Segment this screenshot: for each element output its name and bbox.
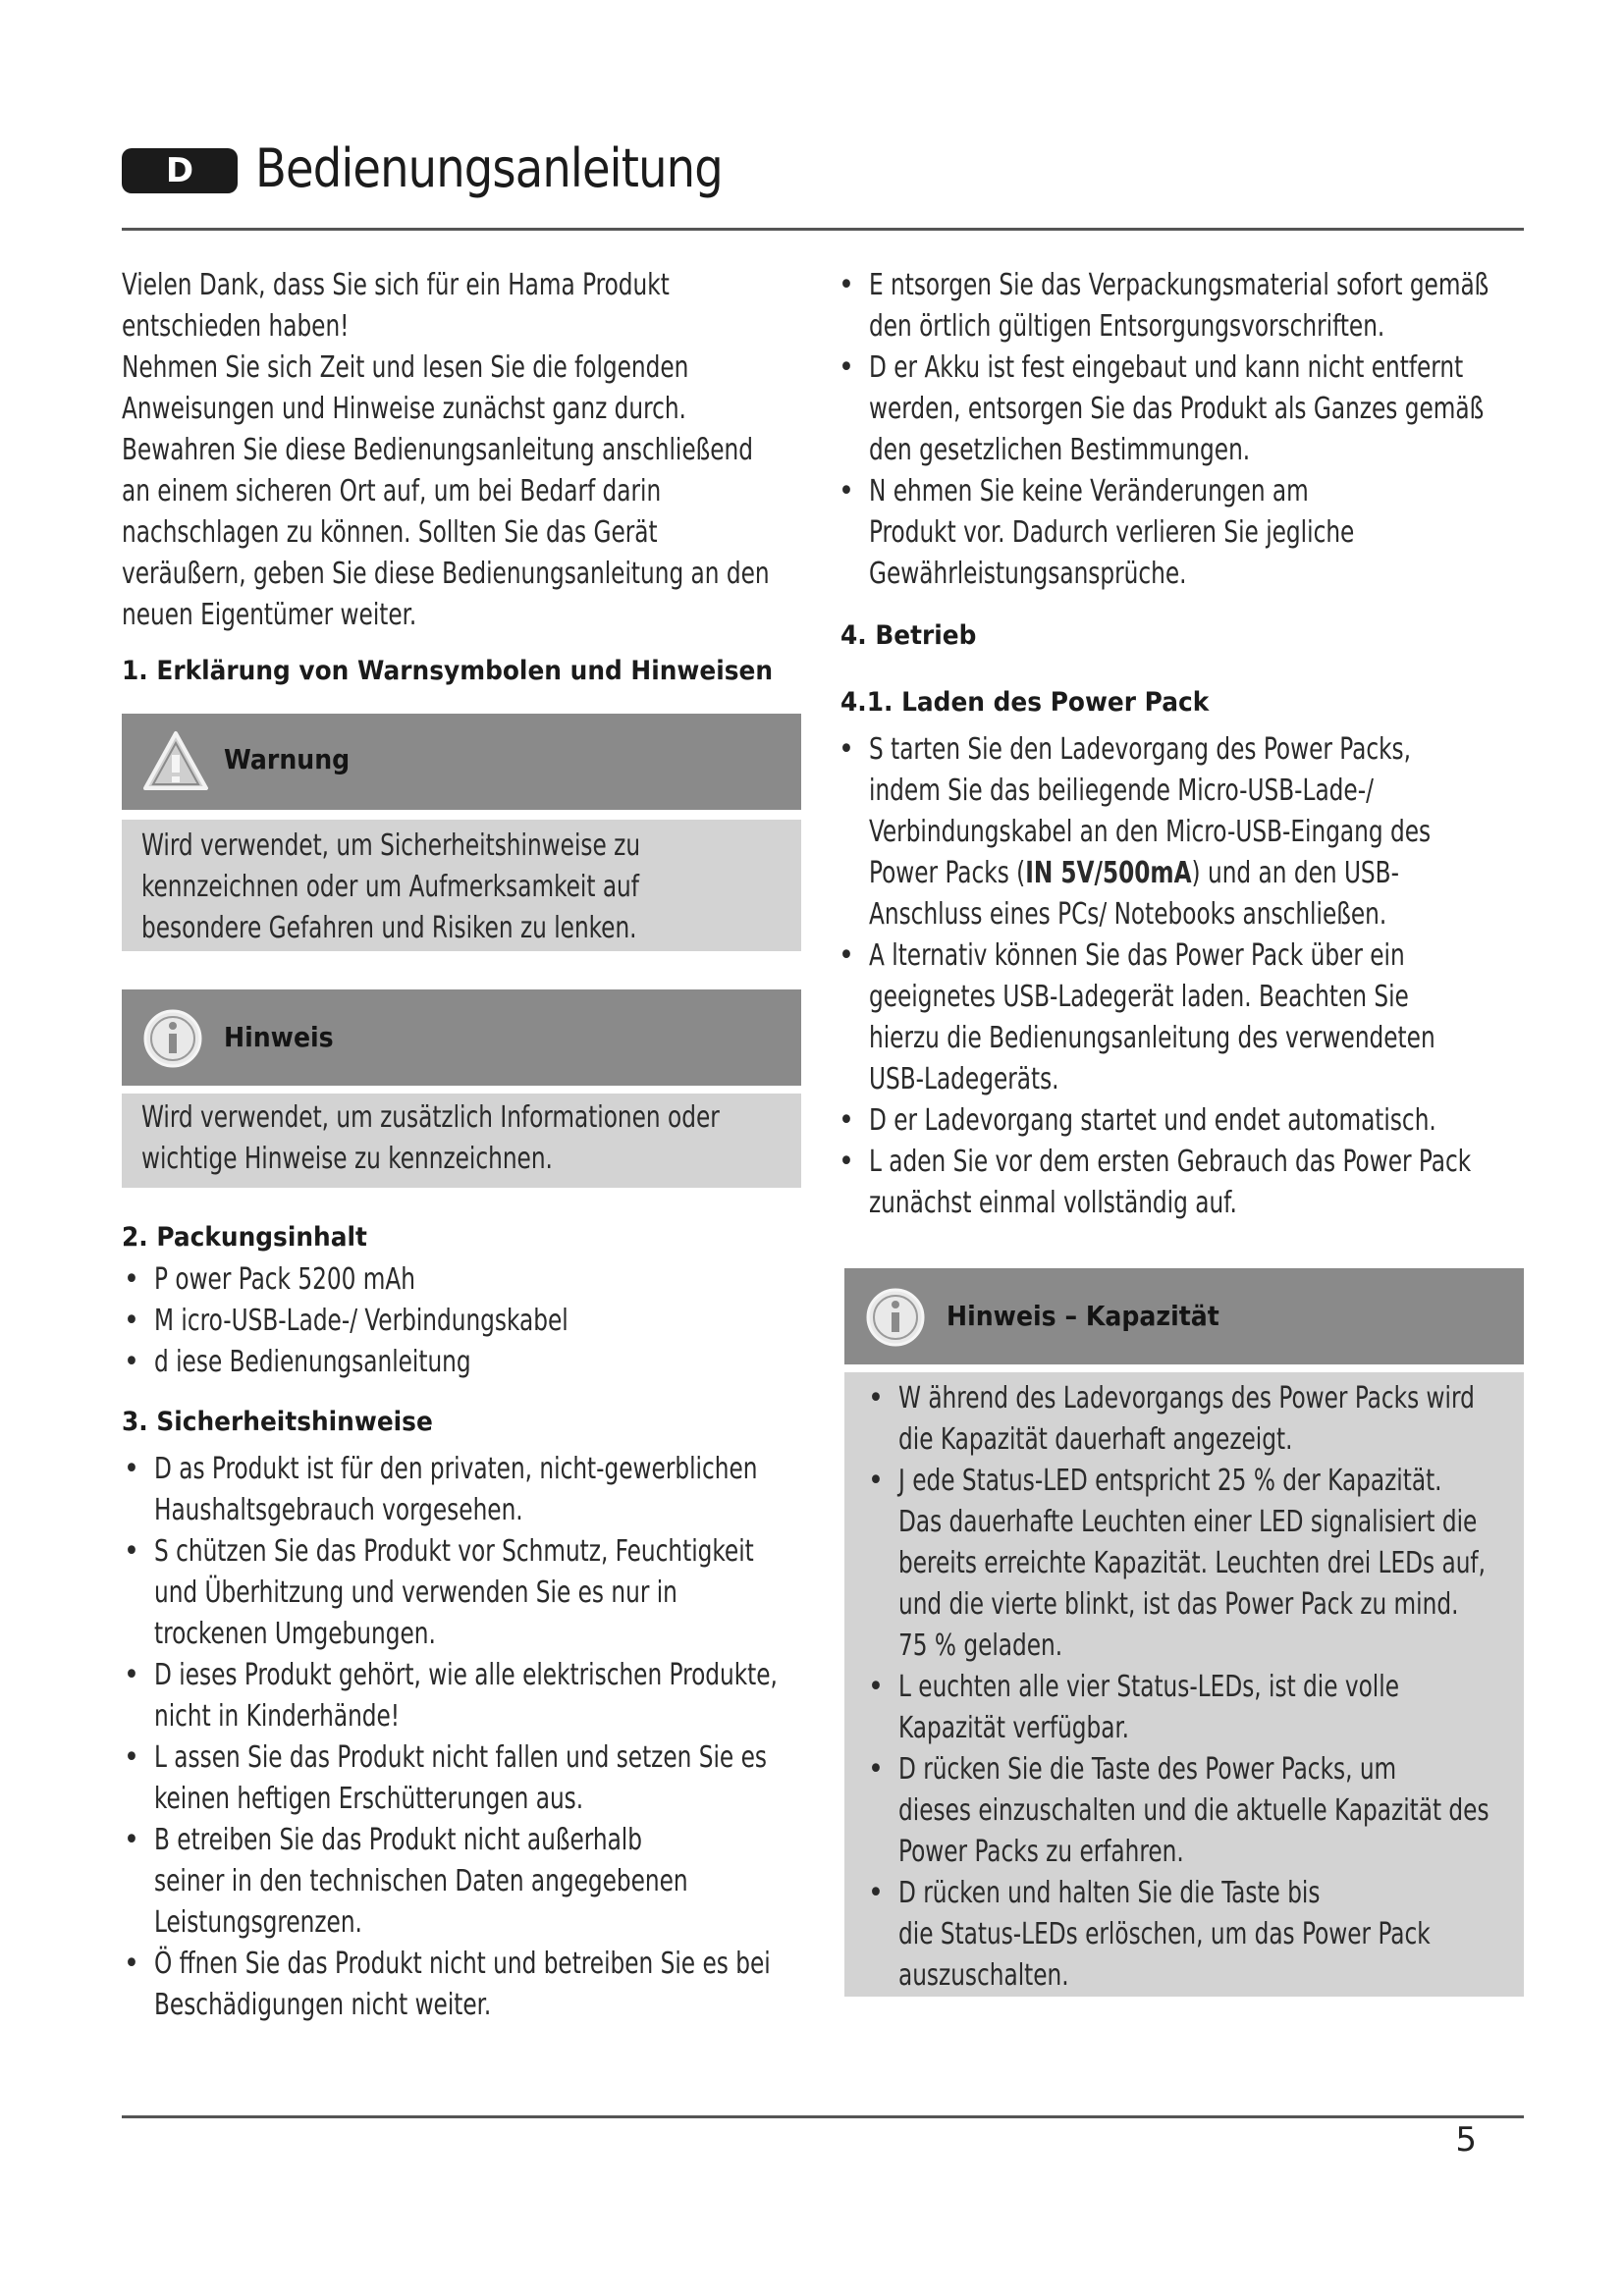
header-divider — [122, 228, 1524, 231]
list-item: • D as Produkt ist für den privaten, nicht-gewerblichen Haushaltsgebrauch vorgesehen. — [124, 1452, 758, 1527]
note-box-body: Wird verwendet, um zusätzlich Informationen oder wichtige Hinweise zu kennzeichnen. — [122, 1094, 801, 1188]
footer-divider — [122, 2115, 1524, 2118]
section-4-heading: 4. Betrieb — [840, 620, 977, 651]
list-item: • B etreiben Sie das Produkt nicht außerhalb seiner in den technischen Daten angegebenen Leistungsgrenzen. — [124, 1823, 688, 1940]
section-1-heading: 1. Erklärung von Warnsymbolen und Hinweisen — [122, 656, 774, 686]
list-item: • P ower Pack 5200 mAh — [124, 1262, 416, 1297]
capacity-box-body — [844, 1372, 1524, 1997]
list-item: • M icro-USB-Lade-/ Verbindungskabel — [124, 1304, 568, 1338]
list-item: • d iese Bedienungsanleitung — [124, 1345, 471, 1379]
note-box-title: Hinweis — [224, 1021, 334, 1053]
warning-triangle-icon — [141, 727, 210, 796]
charging-list — [837, 729, 1543, 1224]
note-box-header — [122, 989, 801, 1086]
list-item: • W ährend des Ladevorgangs des Power Packs wird die Kapazität dauerhaft angezeigt. — [868, 1381, 1475, 1457]
info-icon — [864, 1286, 927, 1349]
package-contents-list — [122, 1259, 809, 1383]
warning-box-header — [122, 714, 801, 810]
language-badge: D — [122, 148, 238, 193]
list-item: • D ieses Produkt gehört, wie alle elektrischen Produkte, nicht in Kinderhände! — [124, 1658, 778, 1734]
list-item: • D rücken Sie die Taste des Power Packs, um dieses einzuschalten und die aktuelle Kapazität des Power Packs zu erfahren. — [868, 1752, 1489, 1869]
page-number: 5 — [1455, 2120, 1477, 2160]
section-2-heading: 2. Packungsinhalt — [122, 1222, 367, 1253]
input-spec: IN 5V/500mA — [1025, 856, 1192, 890]
safety-list — [122, 1449, 829, 2026]
section-4-1-heading: 4.1. Laden des Power Pack — [840, 687, 1210, 718]
list-item: • E ntsorgen Sie das Verpackungsmaterial sofort gemäß den örtlich gültigen Entsorgungsvorschriften. — [839, 268, 1489, 344]
capacity-box-header — [844, 1268, 1524, 1364]
warning-box-title: Warnung — [224, 743, 351, 775]
list-item: • L euchten alle vier Status-LEDs, ist die volle Kapazität verfügbar. — [868, 1670, 1399, 1745]
warning-box-body: Wird verwendet, um Sicherheitshinweise zu kennzeichnen oder um Aufmerksamkeit auf besondere Gefahren und Risiken zu lenken. — [122, 820, 801, 951]
list-item: • D er Ladevorgang startet und endet automatisch. — [839, 1103, 1436, 1138]
list-item: • Ö ffnen Sie das Produkt nicht und betreiben Sie es bei Beschädigungen nicht weiter. — [124, 1947, 771, 2022]
section-3-heading: 3. Sicherheitshinweise — [122, 1407, 433, 1437]
capacity-box-title: Hinweis – Kapazität — [947, 1300, 1219, 1332]
capacity-list — [866, 1378, 1534, 1997]
list-item: • S tarten Sie den Ladevorgang des Power Packs, indem Sie das beiliegende Micro-USB-Lade-/ Verbindungskabel an den Micro-USB-Eingang des Power Packs (IN 5V/500mA) und an den USB- Anschluss eines PCs/ Notebooks anschließen. — [839, 732, 1432, 932]
list-item: • L assen Sie das Produkt nicht fallen und setzen Sie es keinen heftigen Erschütterungen aus. — [124, 1740, 767, 1816]
list-item: • D er Akku ist fest eingebaut und kann nicht entfernt werden, entsorgen Sie das Produkt als Ganzes gemäß den gesetzlichen Bestimmungen. — [839, 350, 1485, 467]
list-item: • N ehmen Sie keine Veränderungen am Produkt vor. Dadurch verlieren Sie jegliche Gewährleistungsansprüche. — [839, 474, 1355, 591]
list-item: • L aden Sie vor dem ersten Gebrauch das Power Pack zunächst einmal vollständig auf. — [839, 1145, 1472, 1220]
list-item: • J ede Status-LED entspricht 25 % der Kapazität. Das dauerhafte Leuchten einer LED signalisiert die bereits erreichte Kapazität. Leuchten drei LEDs auf, und die vierte blinkt, ist das Power Pack zu mind. 75 % geladen. — [868, 1464, 1486, 1663]
info-icon — [141, 1007, 204, 1070]
list-item: • A lternativ können Sie das Power Pack über ein geeignetes USB-Ladegerät laden. Beachten Sie hierzu die Bedienungsanleitung des verwendeten USB-Ladegeräts. — [839, 938, 1435, 1096]
page-title: Bedienungsanleitung — [255, 137, 723, 199]
list-item: • D rücken und halten Sie die Taste bis die Status-LEDs erlöschen, um das Power Pack auszuschalten. — [868, 1876, 1431, 1993]
intro-text: Vielen Dank, dass Sie sich für ein Hama Produkt entschieden haben! Nehmen Sie sich Zeit und lesen Sie die folgenden Anweisungen und Hinweise zunächst ganz durch. Bewahren Sie diese Bedienungsanleitung anschließend an einem sicheren Ort auf, um bei Bedarf darin nachschlagen zu können. Sollten Sie das Gerät veräußern, geben Sie diese Bedienungsanleitung an den neuen Eigentümer weiter. — [122, 268, 770, 632]
safety-list-continued — [837, 265, 1543, 595]
list-item: • S chützen Sie das Produkt vor Schmutz, Feuchtigkeit und Überhitzung und verwenden Sie es nur in trockenen Umgebungen. — [124, 1534, 754, 1651]
